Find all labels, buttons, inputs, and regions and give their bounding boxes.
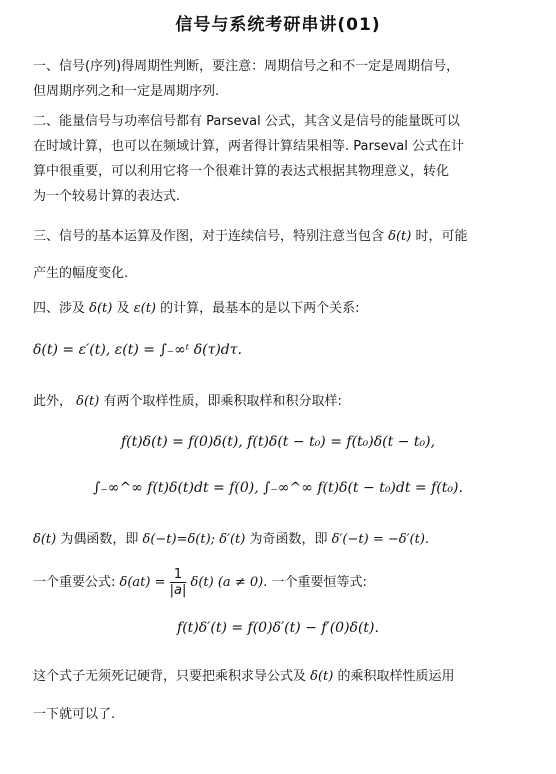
scaling-rhs-math: δ(t) (a ≠ 0). [190,575,268,590]
page-title: 信号与系统考研串讲(01) [175,15,381,35]
para5-text-b: 有两个取样性质，即乘积取样和积分取样: [103,394,342,409]
delta-t-math: δ(t) [310,669,334,684]
para5-text-a: 此外， [33,394,73,409]
delta-t-math: δ(t) [76,394,100,409]
para2-line3: 算中很重要，可以利用它将一个很难计算的表达式根据其物理意义，转化 [33,164,450,179]
para3-line2: 产生的幅度变化. [33,266,129,281]
equation-4: f(t)δ′(t) = f(0)δ′(t) − f′(0)δ(t). [177,620,379,636]
para2-line4: 为一个较易计算的表达式. [33,189,181,204]
para3-text-b: 时，可能 [415,229,468,244]
para3-line1 [33,225,468,244]
para8-text-b: 的乘积取样性质运用 [337,669,455,684]
delta-even-math: δ(−t)=δ(t); [142,532,216,547]
para4-text-b: 及 [116,301,130,316]
fraction-denominator: |a| [169,583,187,598]
equation-1: δ(t) = ε′(t), ε(t) = ∫₋∞ᵗ δ(τ)dτ. [33,342,242,358]
equation-3: ∫₋∞^∞ f(t)δ(t)dt = f(0), ∫₋∞^∞ f(t)δ(t − t₀)dt = f(t₀). [93,480,463,496]
para5-line [33,390,342,409]
fraction-numerator: 1 [173,567,183,582]
scaling-lhs-math: δ(at) = [119,575,166,590]
para4-text-c: 的计算，最基本的是以下两个关系: [160,301,360,316]
delta-prime-odd-math: δ′(−t) = −δ′(t). [331,532,430,547]
equation-2: f(t)δ(t) = f(0)δ(t), f(t)δ(t − t₀) = f(t₀)δ(t − t₀), [120,434,436,450]
para6-text-a: 为偶函数，即 [60,532,139,547]
para7-line [33,566,367,600]
para4-line [33,297,360,316]
delta-t-math: δ(t) [33,532,57,547]
para4-text-a: 四、涉及 [33,301,86,316]
delta-prime-math: δ′(t) [219,532,246,547]
para2-line2: 在时域计算，也可以在频域计算，两者得计算结果相等. Parseval 公式在计 [33,139,465,154]
epsilon-t-math: ε(t) [133,301,156,316]
para1-line1: 一、信号(序列)得周期性判断，要注意：周期信号之和不一定是周期信号， [33,59,460,74]
para8-text-a: 这个式子无须死记硬背，只要把乘积求导公式及 [33,669,307,684]
para2-line1: 二、能量信号与功率信号都有 Parseval 公式，其含义是信号的能量既可以 [33,114,460,129]
para7-text-a: 一个重要公式: [33,575,116,590]
delta-t-math: δ(t) [89,301,113,316]
fraction [170,567,187,598]
para8-line1 [33,665,455,684]
para7-text-b: 一个重要恒等式: [271,575,367,590]
para8-line2: 一下就可以了. [33,707,116,722]
delta-t-math: δ(t) [388,229,412,244]
para1-line2: 但周期序列之和一定是周期序列. [33,84,220,99]
para3-text-a: 三、信号的基本运算及作图，对于连续信号，特别注意当包含 [33,229,385,244]
para6-line [33,528,429,547]
para6-text-b: 为奇函数，即 [249,532,328,547]
